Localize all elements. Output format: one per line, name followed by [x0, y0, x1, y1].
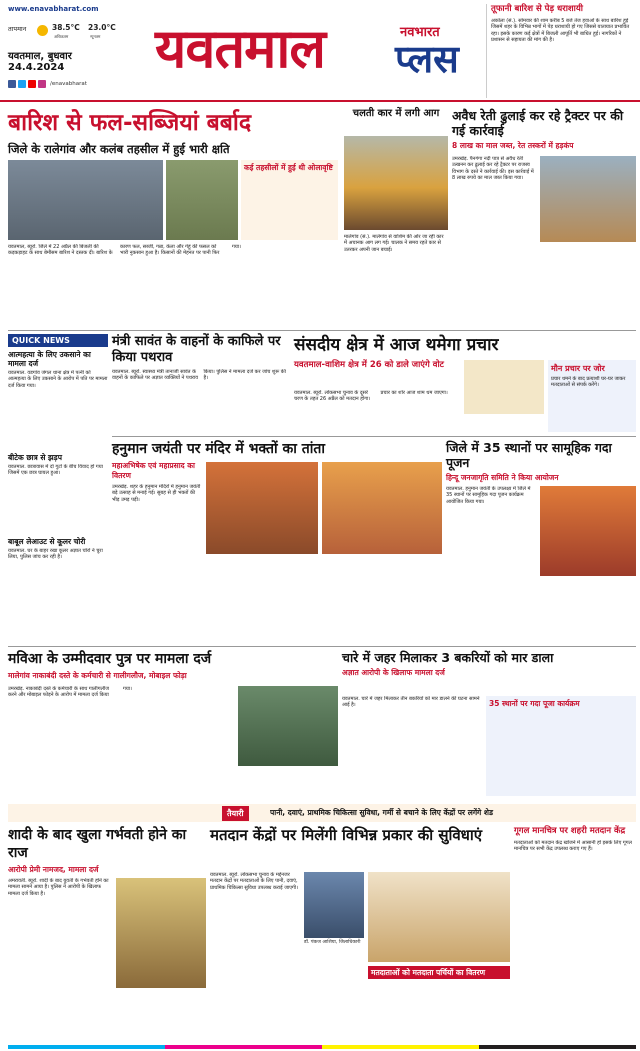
campaign-subhead: यवतमाल-वाशिम क्षेत्र में 26 को डाले जाएंगे वोट — [294, 360, 444, 370]
sand-photo — [540, 156, 636, 242]
quick-news-body: यवतमाल. वडगांव जंगल थाना क्षेत्र में पत्नी को आत्महत्या के लिए उकसाने के आरोप में पति पर मामला दर्ज किया गया। — [8, 370, 108, 389]
registration-marks — [8, 1045, 636, 1049]
mavia-photo — [238, 686, 338, 766]
car-fire-story — [344, 108, 448, 328]
divider-3 — [8, 646, 636, 647]
google-headline: गूगल मानचित्र पर शहरी मतदान केंद्र — [514, 826, 626, 836]
website-url[interactable]: www.enavabharat.com — [8, 5, 99, 13]
silent-campaign-headline: मौन प्रचार पर जोर — [551, 364, 605, 373]
gada-subhead: हिन्दू जनजागृति समिति ने किया आयोजन — [446, 473, 559, 482]
google-story — [514, 826, 636, 1044]
issue-date: 24.4.2024 — [8, 62, 65, 73]
lead-photo-caption: कई तहसीलों में हुई थी ओलावृष्टि — [244, 163, 333, 172]
voter-slip-caption: मतदाताओं को मतदाता पर्चियों का वितरण — [368, 966, 510, 979]
lead-headline: बारिश से फल-सब्जियां बर्बाद — [8, 110, 252, 136]
tayari-label: तैयारी — [222, 806, 249, 821]
quick-news — [8, 334, 108, 644]
story-headline: तूफानी बारिश से पेड़ धराशायी — [491, 4, 584, 14]
quick-news-label: QUICK NEWS — [8, 334, 108, 347]
gada-box — [486, 696, 636, 796]
temp-max: 38.5°C — [52, 23, 80, 32]
story-body: अकोला (सं.). सोमवार की शाम करीब 5 बजे तेज हवाओं के साथ बारिश हुई जिसमें शहर के विभिन्न भागों में पेड़ धराशायी हो गए जिससे यातायात प्रभावित रहा। इसके कारण कई क्षेत्रों में बिजली आपूर्ति भी बाधित हुई। नागरिकों ने प्रशासन से सहायता की मांग की है। — [491, 18, 630, 44]
sand-body: उमरखेड़. पैनगंगा नदी पात्र से अवैध रेती उत्खनन कर ढुलाई कर रहे ट्रैक्टर पर राजस्व विभाग के दस्ते ने कार्रवाई की। इस कार्रवाई में 8 लाख रुपये का माल जब्त किया गया। — [452, 156, 534, 182]
pregnancy-subhead: आरोपी प्रेमी नामजद, मामला दर्ज — [8, 865, 99, 874]
voter-slip-photo — [368, 872, 510, 962]
polling-photo-caption: डॉ. पंकज आशिया, जिलाधिकारी — [304, 940, 361, 945]
facebook-icon[interactable] — [8, 80, 16, 88]
city-day: यवतमाल, बुधवार — [8, 51, 72, 62]
quick-news-item — [8, 537, 108, 608]
minister-story — [112, 334, 290, 434]
temp-max-label: अधिकतम — [54, 34, 69, 39]
paper-title: यवतमाल — [155, 17, 326, 80]
quick-news-body: यवतमाल. घर के बाहर रखा कूलर अज्ञात चोरों ने चुरा लिया, पुलिस जांच कर रही है। — [8, 548, 103, 561]
goats-headline: चारे में जहर मिलाकर 3 बकरियों को मार डाला — [342, 650, 554, 665]
pregnancy-headline: शादी के बाद खुला गर्भवती होने का राज — [8, 827, 187, 861]
goats-story — [342, 650, 636, 800]
social-icons — [8, 80, 148, 90]
mavia-subhead: मालेगांव नाकाबंदी दस्ते के कर्मचारी से गालीगलौज, मोबाइल फोड़ा — [8, 671, 187, 680]
hanuman-body: उमरखेड़. शहर के हनुमान मंदिरों में हनुमान जयंती बड़े उत्साह से मनाई गई। सुबह से ही भक्तों की भीड़ उमड़ पड़ी। — [112, 484, 201, 503]
hanuman-story — [112, 440, 442, 640]
pregnancy-story — [8, 826, 206, 1044]
quick-news-item — [8, 350, 108, 450]
mark-magenta — [165, 1045, 322, 1049]
hanuman-headline: हनुमान जयंती पर मंदिर में भक्तों का तांता — [112, 441, 325, 457]
polling-body: यवतमाल. ब्यूरो. लोकसभा चुनाव के मद्देनजर मतदान केंद्रों पर मतदाताओं के लिए पानी, दवाएं, प्राथमिक चिकित्सा सुविधा उपलब्ध कराई जाएगी। — [210, 872, 298, 891]
sun-icon — [37, 25, 48, 36]
twitter-icon[interactable] — [18, 80, 26, 88]
pregnancy-photo — [116, 878, 206, 988]
divider-1 — [8, 330, 636, 331]
lead-photo-caption-box — [241, 160, 338, 240]
brand-small: नवभारत — [400, 25, 440, 40]
campaign-story — [294, 334, 636, 434]
mavia-headline: मविआ के उम्मीदवार पुत्र पर मामला दर्ज — [8, 651, 212, 667]
hanuman-sub1: महाअभिषेक एवं महाप्रसाद का वितरण — [112, 461, 195, 480]
quick-news-body: यवतमाल. छात्रावास में दो गुटों के बीच विवाद हो गया जिसमें एक छात्र घायल हुआ। — [8, 464, 103, 477]
mavia-story — [8, 650, 338, 800]
social-handle: /enavabharat — [50, 81, 87, 87]
masthead-rule — [0, 100, 640, 102]
minister-headline: मंत्री सावंत के वाहनों के काफिले पर किया पथराव — [112, 334, 281, 365]
silent-campaign-body: प्रचार थमने के बाद प्रत्याशी घर-घर जाकर मतदाताओं से संपर्क करेंगे। — [551, 376, 626, 389]
tayari-line: पानी, दवाएं, प्राथमिक चिकित्सा सुविधा, गर्मी से बचाने के लिए केंद्रों पर लगेंगे शेड — [270, 808, 493, 817]
mark-black — [479, 1045, 636, 1049]
lead-photo-2 — [166, 160, 238, 240]
temp-label: तापमान — [8, 25, 27, 33]
quick-news-title: आत्महत्या के लिए उकसाने का मामला दर्ज — [8, 350, 91, 368]
campaign-headline: संसदीय क्षेत्र में आज थमेगा प्रचार — [294, 335, 499, 355]
youtube-icon[interactable] — [28, 80, 36, 88]
pregnancy-body: अमरावती. ब्यूरो. शादी के बाद युवती के गर्भवती होने का मामला सामने आया है। पुलिस ने आरोपी के खिलाफ मामला दर्ज किया है। — [8, 878, 109, 897]
campaign-body: यवतमाल. ब्यूरो. लोकसभा चुनाव के दूसरे चरण के तहत 26 अप्रैल को मतदान होगा। प्रचार का शोर आज शाम थम जाएगा। — [294, 390, 448, 403]
gada-story — [446, 440, 636, 640]
goats-subhead: अज्ञात आरोपी के खिलाफ मामला दर्ज — [342, 668, 445, 677]
gada-box-title: 35 स्थानों पर गदा पूजा कार्यक्रम — [489, 699, 580, 708]
polling-headline: मतदान केंद्रों पर मिलेंगी विभिन्न प्रकार की सुविधाएं — [210, 826, 483, 844]
goats-body: यवतमाल. चारे में जहर मिलाकर तीन बकरियों को मार डालने की घटना सामने आई है। — [342, 696, 480, 709]
lead-body: यवतमाल, ब्यूरो. जिले में 22 अप्रैल की बिजली की कड़कड़ाहट के साथ बेमौसम बारिश ने दस्तक दी। बारिश के कारण फल, सब्जी, गन्ना, केला और गेहूं की फसल को भारी नुकसान हुआ है। किसानों की मेहनत पर पानी फिर गया। — [8, 244, 241, 257]
car-fire-photo — [344, 136, 448, 230]
divider-2 — [112, 436, 636, 437]
quick-news-title: बाबूल लेआउट से कूलर चोरी — [8, 537, 86, 546]
gada-body: यवतमाल. हनुमान जयंती के उपलक्ष्य में जिले में 35 स्थानों पर सामूहिक गदा पूजन कार्यक्रम आयोजित किया गया। — [446, 486, 531, 505]
campaign-cartoon — [464, 360, 544, 414]
mavia-body: उमरखेड़. नाकाबंदी दस्ते के कर्मचारी के साथ गालीगलौज करने और मोबाइल फोड़ने के आरोप में मामला दर्ज किया गया। — [8, 686, 132, 699]
top-right-story — [486, 4, 636, 98]
minister-body: यवतमाल. ब्यूरो. स्वास्थ्य मंत्री तानाजी सावंत के वाहनों के काफिले पर अज्ञात व्यक्तियों ने पथराव किया। पुलिस ने मामला दर्ज कर जांच शुरू की है। — [112, 369, 286, 382]
polling-photo — [304, 872, 364, 938]
silent-campaign-box — [548, 360, 636, 432]
hanuman-photo-2 — [322, 462, 442, 554]
mark-cyan — [8, 1045, 165, 1049]
sand-headline: अवैध रेती ढुलाई कर रहे ट्रैक्टर पर की गई कार्रवाई — [452, 108, 624, 138]
lead-subhead: जिले के रालेगांव और कलंब तहसील में हुई भारी क्षति — [8, 142, 230, 156]
lead-photo-1 — [8, 160, 163, 240]
instagram-icon[interactable] — [38, 80, 46, 88]
temp-min-label: न्यूनतम — [90, 34, 101, 39]
tayari-bar — [8, 804, 636, 822]
google-body: मतदाताओं को मतदान केंद्र खोजने में आसानी हो इसके लिए गूगल मानचित्र पर सभी केंद्र उपलब्ध कराए गए हैं। — [514, 839, 632, 852]
car-fire-body: मालेगांव (सं.). मालेगांव से वाशिम की ओर जा रही कार में अचानक आग लग गई। चालक ने समय रहते कार से उतरकर अपनी जान बचाई। — [344, 234, 444, 253]
sand-subhead: 8 लाख का माल जब्त, रेत तस्करों में हड़कंप — [452, 141, 574, 150]
gada-headline: जिले में 35 स्थानों पर सामूहिक गदा पूजन — [446, 440, 612, 470]
gada-photo — [540, 486, 636, 576]
temp-min: 23.0°C — [88, 23, 116, 32]
quick-news-title: बीटेक छात्र से झड़प — [8, 453, 62, 462]
brand-big: प्लस — [395, 37, 459, 81]
lead-story — [8, 108, 338, 328]
hanuman-photo-1 — [206, 462, 318, 554]
quick-news-item — [8, 453, 108, 534]
mark-yellow — [322, 1045, 479, 1049]
polling-story — [210, 826, 510, 1044]
car-fire-headline: चलती कार में लगी आग — [352, 108, 440, 119]
sand-story — [452, 108, 636, 328]
weather-box — [8, 24, 148, 42]
